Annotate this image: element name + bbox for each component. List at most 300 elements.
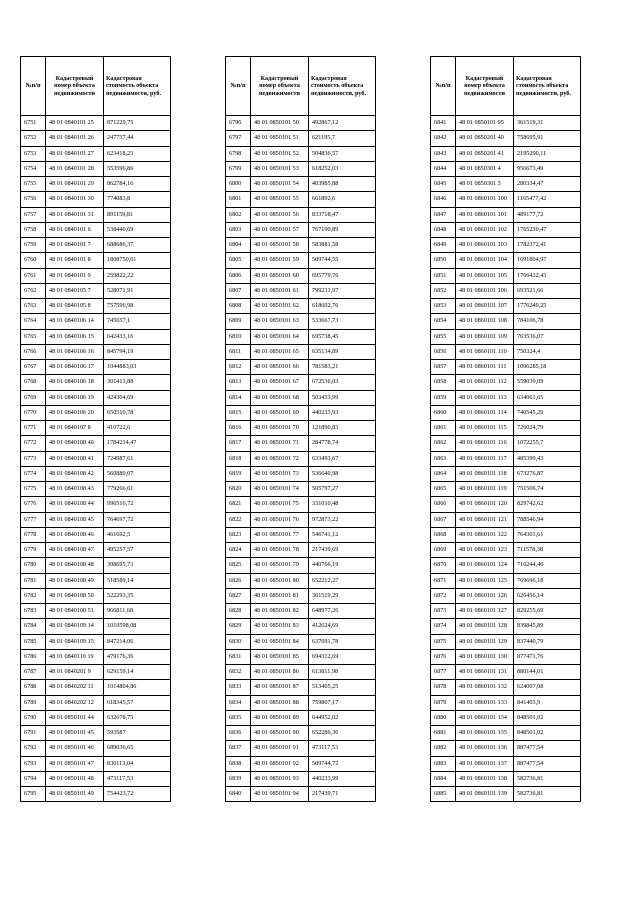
cadastral-value: 726024,79 [514, 421, 581, 436]
cadastral-value: 424304,69 [104, 390, 171, 405]
cadastral-number: 48 01 0850101 46 [46, 741, 104, 756]
cadastral-value: 513405,25 [309, 680, 376, 695]
header-row [21, 57, 171, 116]
cadastral-number: 48 01 0850101 57 [251, 222, 309, 237]
table-row [21, 695, 171, 710]
table-row [226, 771, 376, 786]
table-row [21, 222, 171, 237]
table-row [226, 619, 376, 634]
cadastral-value: 757596,98 [104, 299, 171, 314]
table-row [21, 375, 171, 390]
table-row [226, 405, 376, 420]
cadastral-value: 759807,17 [309, 695, 376, 710]
row-number: 6755 [21, 177, 46, 192]
cadastral-number: 48 01 0850101 79 [251, 558, 309, 573]
table-row [226, 360, 376, 375]
cadastral-value: 492867,12 [309, 116, 376, 131]
cadastral-value: 1784214,47 [104, 436, 171, 451]
table-row [21, 314, 171, 329]
table-row [431, 558, 581, 573]
row-number: 6844 [431, 161, 456, 176]
cadastral-number: 48 01 0840106 14 [46, 314, 104, 329]
cadastral-number: 48 01 0860101 125 [456, 573, 514, 588]
cadastral-number: 48 01 0860101 108 [456, 314, 514, 329]
table-row [226, 726, 376, 741]
table-row [431, 268, 581, 283]
cadastral-value: 1782372,41 [514, 238, 581, 253]
table-row [21, 710, 171, 725]
table-row [226, 146, 376, 161]
row-number: 6757 [21, 207, 46, 222]
row-number: 6814 [226, 390, 251, 405]
row-number: 6822 [226, 512, 251, 527]
cadastral-number: 48 01 0840101 7 [46, 238, 104, 253]
header-cadastral-value: Кадастровая стоимость объекта недвижимости, руб. [104, 57, 171, 116]
cadastral-number: 48 01 0860101 114 [456, 405, 514, 420]
cadastral-number: 48 01 0860101 131 [456, 665, 514, 680]
row-number: 6824 [226, 543, 251, 558]
table-row [431, 375, 581, 390]
cadastral-value: 560880,07 [104, 466, 171, 481]
cadastral-number: 48 01 0850101 59 [251, 253, 309, 268]
cadastral-number: 48 01 0840105 7 [46, 283, 104, 298]
cadastral-value: 652212,27 [309, 573, 376, 588]
row-number: 6840 [226, 787, 251, 802]
table-row [21, 299, 171, 314]
row-number: 6781 [21, 573, 46, 588]
row-number: 6884 [431, 771, 456, 786]
cadastral-number: 48 01 0840108 49 [46, 573, 104, 588]
row-number: 6756 [21, 192, 46, 207]
cadastral-value: 623418,23 [104, 146, 171, 161]
row-number: 6841 [431, 116, 456, 131]
table-row [21, 558, 171, 573]
row-number: 6818 [226, 451, 251, 466]
cadastral-number: 48 01 0860101 136 [456, 741, 514, 756]
row-number: 6843 [431, 146, 456, 161]
cadastral-value: 582736,81 [514, 787, 581, 802]
table-row [431, 543, 581, 558]
row-number: 6801 [226, 192, 251, 207]
cadastral-value: 779266,61 [104, 482, 171, 497]
table-row [431, 238, 581, 253]
table-row [21, 268, 171, 283]
cadastral-value: 473117,53 [104, 771, 171, 786]
table-row [431, 451, 581, 466]
header-row [226, 57, 376, 116]
table-row [431, 756, 581, 771]
cadastral-number: 48 01 0850101 89 [251, 710, 309, 725]
row-number: 6878 [431, 680, 456, 695]
cadastral-value: 763536,07 [514, 329, 581, 344]
cadastral-number: 48 01 0840101 25 [46, 116, 104, 131]
cadastral-value: 689036,65 [104, 741, 171, 756]
row-number: 6805 [226, 253, 251, 268]
row-number: 6810 [226, 329, 251, 344]
table-row [226, 756, 376, 771]
table-row [226, 512, 376, 527]
row-number: 6811 [226, 344, 251, 359]
table-row [431, 482, 581, 497]
row-number: 6776 [21, 497, 46, 512]
cadastral-value: 518589,14 [104, 573, 171, 588]
cadastral-value: 593587 [104, 726, 171, 741]
cadastral-value: 650510,78 [104, 405, 171, 420]
table-row [226, 649, 376, 664]
cadastral-number: 48 01 0840105 8 [46, 299, 104, 314]
table-row [21, 466, 171, 481]
row-number: 6774 [21, 466, 46, 481]
cadastral-number: 48 01 0850101 83 [251, 619, 309, 634]
table-row [431, 710, 581, 725]
cadastral-number: 48 01 0850101 78 [251, 543, 309, 558]
table-row [226, 710, 376, 725]
row-number: 6783 [21, 604, 46, 619]
row-number: 6817 [226, 436, 251, 451]
table-row [226, 451, 376, 466]
table-row [226, 787, 376, 802]
row-number: 6785 [21, 634, 46, 649]
table-row [21, 497, 171, 512]
row-number: 6858 [431, 375, 456, 390]
table-row [226, 390, 376, 405]
cadastral-table-2 [225, 56, 376, 802]
cadastral-number: 48 01 0860101 113 [456, 390, 514, 405]
row-number: 6865 [431, 482, 456, 497]
cadastral-number: 48 01 0850101 52 [251, 146, 309, 161]
cadastral-value: 361519,31 [514, 116, 581, 131]
cadastral-number: 48 01 0840201 9 [46, 665, 104, 680]
table-row [226, 588, 376, 603]
cadastral-number: 48 01 0840101 9 [46, 268, 104, 283]
row-number: 6796 [226, 116, 251, 131]
cadastral-number: 48 01 0860101 109 [456, 329, 514, 344]
row-number: 6819 [226, 466, 251, 481]
cadastral-number: 48 01 0860101 134 [456, 710, 514, 725]
row-number: 6848 [431, 222, 456, 237]
table-row [431, 207, 581, 222]
cadastral-value: 1096285,18 [514, 360, 581, 375]
table-row [226, 207, 376, 222]
cadastral-number: 48 01 0840202 12 [46, 695, 104, 710]
cadastral-value: 799231,97 [309, 283, 376, 298]
cadastral-value: 403985,88 [309, 177, 376, 192]
table-row [21, 756, 171, 771]
table-row [21, 741, 171, 756]
row-number: 6829 [226, 619, 251, 634]
table-row [21, 238, 171, 253]
cadastral-number: 48 01 0860101 118 [456, 466, 514, 481]
row-number: 6807 [226, 283, 251, 298]
row-number: 6775 [21, 482, 46, 497]
row-number: 6856 [431, 344, 456, 359]
cadastral-number: 48 01 0860101 115 [456, 421, 514, 436]
table-row [226, 329, 376, 344]
row-number: 6872 [431, 588, 456, 603]
header-num: №п/п [226, 57, 251, 116]
cadastral-number: 48 01 0840109 15 [46, 634, 104, 649]
cadastral-value: 781583,21 [309, 360, 376, 375]
row-number: 6800 [226, 177, 251, 192]
cadastral-value: 1691804,97 [514, 253, 581, 268]
table-row [21, 726, 171, 741]
table-row [226, 314, 376, 329]
cadastral-number: 48 01 0850101 72 [251, 451, 309, 466]
cadastral-number: 48 01 0860101 121 [456, 512, 514, 527]
cadastral-value: 634061,65 [514, 390, 581, 405]
cadastral-number: 48 01 0840108 40 [46, 436, 104, 451]
cadastral-value: 672536,03 [309, 375, 376, 390]
table-row [21, 390, 171, 405]
row-number: 6761 [21, 268, 46, 283]
cadastral-value: 533667,73 [309, 314, 376, 329]
table-row [431, 283, 581, 298]
row-number: 6860 [431, 405, 456, 420]
cadastral-number: 48 01 0850101 58 [251, 238, 309, 253]
cadastral-number: 48 01 0860101 124 [456, 558, 514, 573]
cadastral-number: 48 01 0850101 65 [251, 344, 309, 359]
row-number: 6873 [431, 604, 456, 619]
cadastral-value: 121890,83 [309, 421, 376, 436]
table-row [431, 726, 581, 741]
cadastral-value: 830113,04 [104, 756, 171, 771]
row-number: 6869 [431, 543, 456, 558]
cadastral-number: 48 01 0850101 55 [251, 192, 309, 207]
cadastral-number: 48 01 0860101 104 [456, 253, 514, 268]
table-row [21, 649, 171, 664]
table-row [21, 573, 171, 588]
cadastral-number: 48 01 0850101 90 [251, 726, 309, 741]
row-number: 6754 [21, 161, 46, 176]
cadastral-number: 48 01 0850301 5 [456, 177, 514, 192]
row-number: 6794 [21, 771, 46, 786]
cadastral-number: 48 01 0840108 42 [46, 466, 104, 481]
row-number: 6809 [226, 314, 251, 329]
cadastral-number: 48 01 0840101 31 [46, 207, 104, 222]
cadastral-value: 673276,87 [514, 466, 581, 481]
row-number: 6883 [431, 756, 456, 771]
cadastral-value: 504836,57 [309, 146, 376, 161]
cadastral-value: 966811,68 [104, 604, 171, 619]
cadastral-value: 829742,62 [514, 497, 581, 512]
cadastral-value: 845794,19 [104, 344, 171, 359]
cadastral-value: 1165477,42 [514, 192, 581, 207]
table-row [226, 680, 376, 695]
cadastral-value: 618345,57 [104, 695, 171, 710]
table-row [431, 360, 581, 375]
cadastral-value: 695779,76 [309, 268, 376, 283]
cadastral-value: 626456,14 [514, 588, 581, 603]
cadastral-number: 48 01 0840106 19 [46, 390, 104, 405]
table-row [226, 131, 376, 146]
row-number: 6751 [21, 116, 46, 131]
cadastral-value: 1766432,43 [514, 268, 581, 283]
cadastral-value: 485399,43 [514, 451, 581, 466]
table-row [21, 329, 171, 344]
table-row [431, 314, 581, 329]
cadastral-value: 301413,88 [104, 375, 171, 390]
cadastral-number: 48 01 0860101 119 [456, 482, 514, 497]
cadastral-value: 862784,16 [104, 177, 171, 192]
cadastral-value: 621195,7 [309, 131, 376, 146]
row-number: 6842 [431, 131, 456, 146]
table-row [21, 405, 171, 420]
row-number: 6812 [226, 360, 251, 375]
cadastral-number: 48 01 0840101 30 [46, 192, 104, 207]
row-number: 6849 [431, 238, 456, 253]
row-number: 6795 [21, 787, 46, 802]
row-number: 6833 [226, 680, 251, 695]
row-number: 6770 [21, 405, 46, 420]
cadastral-value: 331010,48 [309, 497, 376, 512]
table-row [226, 573, 376, 588]
row-number: 6767 [21, 360, 46, 375]
cadastral-value: 754423,72 [104, 787, 171, 802]
row-number: 6834 [226, 695, 251, 710]
row-number: 6789 [21, 695, 46, 710]
cadastral-value: 538440,69 [104, 222, 171, 237]
cadastral-value: 440766,19 [309, 558, 376, 573]
row-number: 6836 [226, 726, 251, 741]
row-number: 6857 [431, 360, 456, 375]
table-row [431, 177, 581, 192]
table-row [431, 116, 581, 131]
cadastral-number: 48 01 0850101 80 [251, 573, 309, 588]
table-row [21, 177, 171, 192]
cadastral-number: 48 01 0840108 44 [46, 497, 104, 512]
cadastral-value: 284778,74 [309, 436, 376, 451]
table-row [226, 634, 376, 649]
cadastral-number: 48 01 0840106 15 [46, 329, 104, 344]
cadastral-value: 1776249,25 [514, 299, 581, 314]
row-number: 6874 [431, 619, 456, 634]
cadastral-number: 48 01 0850101 62 [251, 299, 309, 314]
cadastral-value: 661892,6 [309, 192, 376, 207]
cadastral-number: 48 01 0850101 50 [251, 116, 309, 131]
cadastral-value: 848501,02 [514, 710, 581, 725]
cadastral-number: 48 01 0860101 100 [456, 192, 514, 207]
row-number: 6877 [431, 665, 456, 680]
cadastral-number: 48 01 0850101 88 [251, 695, 309, 710]
cadastral-value: 1808750,01 [104, 253, 171, 268]
table-row [21, 192, 171, 207]
row-number: 6838 [226, 756, 251, 771]
row-number: 6758 [21, 222, 46, 237]
row-number: 6813 [226, 375, 251, 390]
table-row [226, 177, 376, 192]
cadastral-value: 833718,47 [309, 207, 376, 222]
cadastral-value: 769696,18 [514, 573, 581, 588]
cadastral-value: 880144,01 [514, 665, 581, 680]
row-number: 6768 [21, 375, 46, 390]
cadastral-number: 48 01 0860101 117 [456, 451, 514, 466]
cadastral-value: 280334,47 [514, 177, 581, 192]
table-row [21, 512, 171, 527]
cadastral-number: 48 01 0840108 50 [46, 588, 104, 603]
row-number: 6845 [431, 177, 456, 192]
cadastral-value: 629159,14 [104, 665, 171, 680]
cadastral-number: 48 01 0850101 69 [251, 405, 309, 420]
cadastral-value: 583881,58 [309, 238, 376, 253]
cadastral-value: 716244,46 [514, 558, 581, 573]
table-row [431, 436, 581, 451]
header-cadastral-number: Кадастровый номер объекта недвижимости [251, 57, 309, 116]
cadastral-number: 48 01 0860101 127 [456, 604, 514, 619]
cadastral-number: 48 01 0860101 123 [456, 543, 514, 558]
table-row [431, 741, 581, 756]
cadastral-value: 774083,8 [104, 192, 171, 207]
table-row [21, 680, 171, 695]
row-number: 6864 [431, 466, 456, 481]
table-row [431, 405, 581, 420]
cadastral-number: 48 01 0860101 135 [456, 726, 514, 741]
cadastral-number: 48 01 0850101 86 [251, 665, 309, 680]
table-row [431, 299, 581, 314]
cadastral-number: 48 01 0860101 139 [456, 787, 514, 802]
row-number: 6828 [226, 604, 251, 619]
row-number: 6832 [226, 665, 251, 680]
cadastral-number: 48 01 0840101 28 [46, 161, 104, 176]
row-number: 6876 [431, 649, 456, 664]
cadastral-value: 635134,89 [309, 344, 376, 359]
row-number: 6771 [21, 421, 46, 436]
cadastral-number: 48 01 0840108 46 [46, 527, 104, 542]
table-row [21, 283, 171, 298]
cadastral-number: 48 01 0850101 68 [251, 390, 309, 405]
row-number: 6847 [431, 207, 456, 222]
cadastral-number: 48 01 0850101 70 [251, 421, 309, 436]
cadastral-value: 509744,72 [309, 756, 376, 771]
cadastral-value: 559039,09 [514, 375, 581, 390]
row-number: 6779 [21, 543, 46, 558]
cadastral-number: 48 01 0850101 75 [251, 497, 309, 512]
cadastral-value: 847214,06 [104, 634, 171, 649]
cadastral-value: 624007,08 [514, 680, 581, 695]
cadastral-number: 48 01 0860101 128 [456, 619, 514, 634]
cadastral-value: 767190,89 [309, 222, 376, 237]
table-row [431, 192, 581, 207]
cadastral-value: 412624,69 [309, 619, 376, 634]
table-row [431, 771, 581, 786]
cadastral-value: 582736,81 [514, 771, 581, 786]
table-row [21, 161, 171, 176]
table-row [21, 543, 171, 558]
cadastral-value: 637691,78 [309, 634, 376, 649]
cadastral-value: 1014804,86 [104, 680, 171, 695]
cadastral-number: 48 01 0850101 54 [251, 177, 309, 192]
cadastral-value: 536640,98 [309, 466, 376, 481]
header-num: №п/п [431, 57, 456, 116]
cadastral-number: 48 01 0840106 18 [46, 375, 104, 390]
cadastral-value: 461692,5 [104, 527, 171, 542]
cadastral-number: 48 01 0840106 16 [46, 344, 104, 359]
row-number: 6866 [431, 497, 456, 512]
cadastral-number: 48 01 0850101 66 [251, 360, 309, 375]
cadastral-value: 750324,4 [514, 344, 581, 359]
cadastral-value: 440233,93 [309, 405, 376, 420]
table-row [21, 588, 171, 603]
cadastral-number: 48 01 0860101 102 [456, 222, 514, 237]
cadastral-value: 410722,6 [104, 421, 171, 436]
table-row [226, 527, 376, 542]
table-row [226, 268, 376, 283]
row-number: 6815 [226, 405, 251, 420]
table-row [226, 375, 376, 390]
table-row [226, 436, 376, 451]
header-num: №п/п [21, 57, 46, 116]
cadastral-number: 48 01 0840107 8 [46, 421, 104, 436]
row-number: 6797 [226, 131, 251, 146]
